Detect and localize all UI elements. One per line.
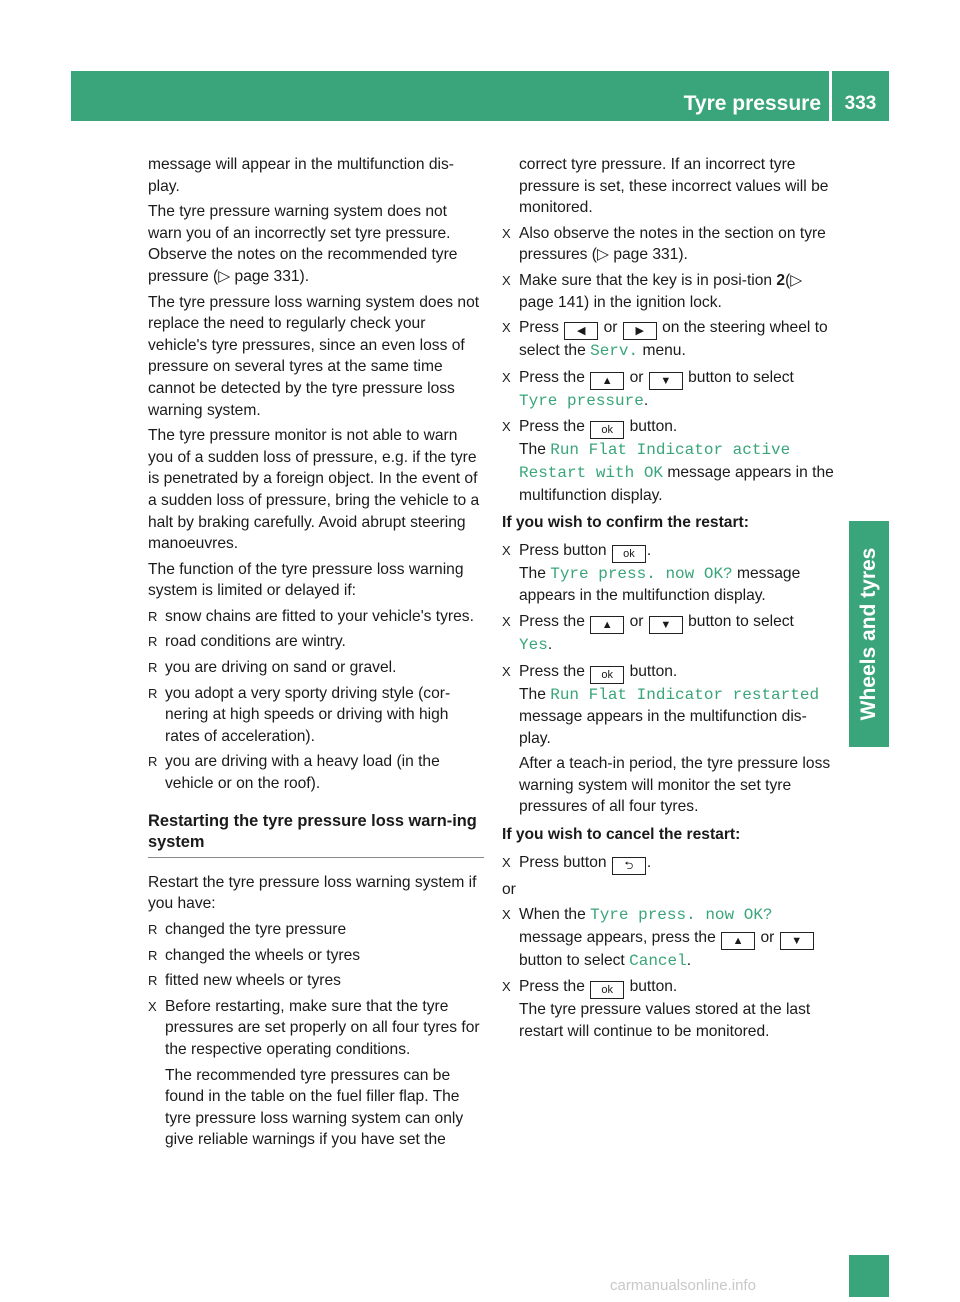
- list-item: R changed the tyre pressure: [148, 919, 484, 941]
- bullet-icon: R: [148, 608, 158, 624]
- step-arrow-icon: X: [502, 272, 511, 288]
- bullet-icon: R: [148, 973, 158, 989]
- step-item: X Press ◀ or ▶ on the steering wheel to select the Serv. menu.: [502, 319, 828, 361]
- down-key-icon: ▼: [780, 932, 814, 950]
- paragraph: correct tyre pressure. If an incorrect tyre pressure is set, these incorrect values will be monitored.: [519, 156, 829, 217]
- step-arrow-icon: X: [502, 419, 511, 435]
- chapter-tab-label: Wheels and tyres: [857, 547, 880, 721]
- bullet-icon: R: [148, 634, 158, 650]
- step-arrow-icon: X: [502, 663, 511, 679]
- menu-name: Serv.: [590, 342, 639, 361]
- paragraph: The tyre pressure monitor is not able to warn you of a sudden loss of pressure, e.g. if the tyre is penetrated by a foreign object. In the event of a sudden loss of pressure, bring the vehicle to a halt by braking carefully. Avoid abrupt steering manoeuvres.: [148, 427, 480, 553]
- ok-key-icon: ok: [590, 421, 624, 439]
- page-title: Tyre pressure: [683, 92, 821, 115]
- bullet-icon: R: [148, 660, 158, 676]
- chapter-tab: [849, 521, 889, 747]
- step-note: The recommended tyre pressures can be found in the table on the fuel filler flap. The tyre pressure loss warning system can only give reliable warnings if you have set the: [165, 1066, 464, 1149]
- list-item: R you adopt a very sporty driving style (cor-nering at high speeds or driving with high rates of acceleration).: [148, 684, 451, 745]
- up-key-icon: ▲: [721, 932, 755, 950]
- down-key-icon: ▼: [649, 616, 683, 634]
- step-item: X Before restarting, make sure that the tyre pressures are set properly on all four tyres for the respective operating conditions.: [148, 997, 480, 1058]
- ok-key-icon: ok: [590, 981, 624, 999]
- list-item: R you are driving with a heavy load (in the vehicle or on the roof).: [148, 753, 440, 793]
- watermark: carmanualsonline.info: [610, 1277, 756, 1294]
- list-item: R changed the wheels or tyres: [148, 945, 484, 967]
- step-item: X Make sure that the key is in posi-tion 2(▷ page 141) in the ignition lock.: [502, 271, 803, 311]
- list-item: R you are driving on sand or gravel.: [148, 657, 484, 679]
- paragraph: The tyre pressure loss warning system does not replace the need to regularly check your vehicle's tyre pressures, since an even loss of pressure on several tyres at the same time cannot be detected by the tyre pressure loss warning system.: [148, 293, 480, 419]
- bullet-icon: R: [148, 685, 158, 701]
- list-item: R fitted new wheels or tyres: [148, 970, 484, 992]
- right-key-icon: ▶: [623, 322, 657, 340]
- section-heading: Restarting the tyre pressure loss warn-ing system: [148, 811, 484, 858]
- paragraph: Restart the tyre pressure loss warning system if you have:: [148, 873, 477, 913]
- chapter-marker: [849, 1255, 889, 1297]
- step-item: X Press the ▲ or ▼ button to select Yes.: [502, 612, 794, 654]
- paragraph: The function of the tyre pressure loss warning system is limited or delayed if:: [148, 560, 464, 600]
- back-key-icon: ⮌: [612, 857, 646, 875]
- step-item: X Also observe the notes in the section on tyre pressures (▷ page 331).: [502, 224, 826, 264]
- bullet-icon: R: [148, 947, 158, 963]
- step-item: X Press the ok button. The Run Flat Indicator active Restart with OK message appears in the multifunction display.: [502, 418, 834, 504]
- up-key-icon: ▲: [590, 616, 624, 634]
- display-message: Tyre press. now OK?: [550, 564, 733, 583]
- or-text: or: [502, 880, 516, 898]
- display-message: Restart with OK: [519, 463, 664, 482]
- up-key-icon: ▲: [590, 372, 624, 390]
- page-header: [71, 71, 889, 121]
- step-item: X Press button ⮌ .: [502, 852, 838, 875]
- step-arrow-icon: X: [502, 225, 511, 241]
- menu-option: Tyre pressure: [519, 391, 644, 410]
- subheading: If you wish to confirm the restart:: [502, 514, 749, 532]
- menu-option: Cancel: [629, 951, 687, 970]
- ok-key-icon: ok: [612, 545, 646, 563]
- right-column: [502, 154, 838, 1047]
- left-key-icon: ◀: [564, 322, 598, 340]
- step-note: After a teach-in period, the tyre pressure loss warning system will monitor the set tyre pressures of all four tyres.: [519, 755, 831, 816]
- step-arrow-icon: X: [502, 369, 511, 385]
- list-item: R snow chains are fitted to your vehicle's tyres.: [148, 606, 484, 628]
- step-arrow-icon: X: [502, 854, 511, 870]
- step-item: X When the Tyre press. now OK? message appears, press the ▲ or ▼ button to select Cancel.: [502, 904, 838, 972]
- subheading: If you wish to cancel the restart:: [502, 826, 741, 844]
- step-arrow-icon: X: [502, 320, 511, 336]
- step-arrow-icon: X: [502, 979, 511, 995]
- ok-key-icon: ok: [590, 666, 624, 684]
- page-number: 333: [844, 93, 877, 114]
- paragraph: The tyre pressure warning system does not warn you of an incorrectly set tyre pressure. Observe the notes on the recommended tyre pressure (▷ page 331).: [148, 203, 458, 285]
- bullet-icon: R: [148, 754, 158, 770]
- step-arrow-icon: X: [502, 542, 511, 558]
- display-message: Run Flat Indicator restarted: [550, 685, 820, 704]
- display-message: Run Flat Indicator active: [550, 441, 791, 460]
- step-arrow-icon: X: [148, 998, 157, 1014]
- down-key-icon: ▼: [649, 372, 683, 390]
- left-column: [148, 154, 484, 1155]
- step-item: X Press the ok button. The Run Flat Indicator restarted message appears in the multifunction dis-play.: [502, 662, 820, 747]
- paragraph: message will appear in the multifunction dis-play.: [148, 156, 454, 195]
- list-item: R road conditions are wintry.: [148, 631, 484, 653]
- menu-option: Yes: [519, 635, 548, 654]
- step-item: X Press button ok . The Tyre press. now OK? message appears in the multifunction display.: [502, 541, 801, 605]
- step-item: X Press the ok button. The tyre pressure values stored at the last restart will continue to be monitored.: [502, 978, 811, 1041]
- step-arrow-icon: X: [502, 613, 511, 629]
- bullet-icon: R: [148, 922, 158, 937]
- display-message: Tyre press. now OK?: [590, 906, 773, 925]
- step-arrow-icon: X: [502, 907, 511, 923]
- step-item: X Press the ▲ or ▼ button to select Tyre pressure.: [502, 368, 794, 410]
